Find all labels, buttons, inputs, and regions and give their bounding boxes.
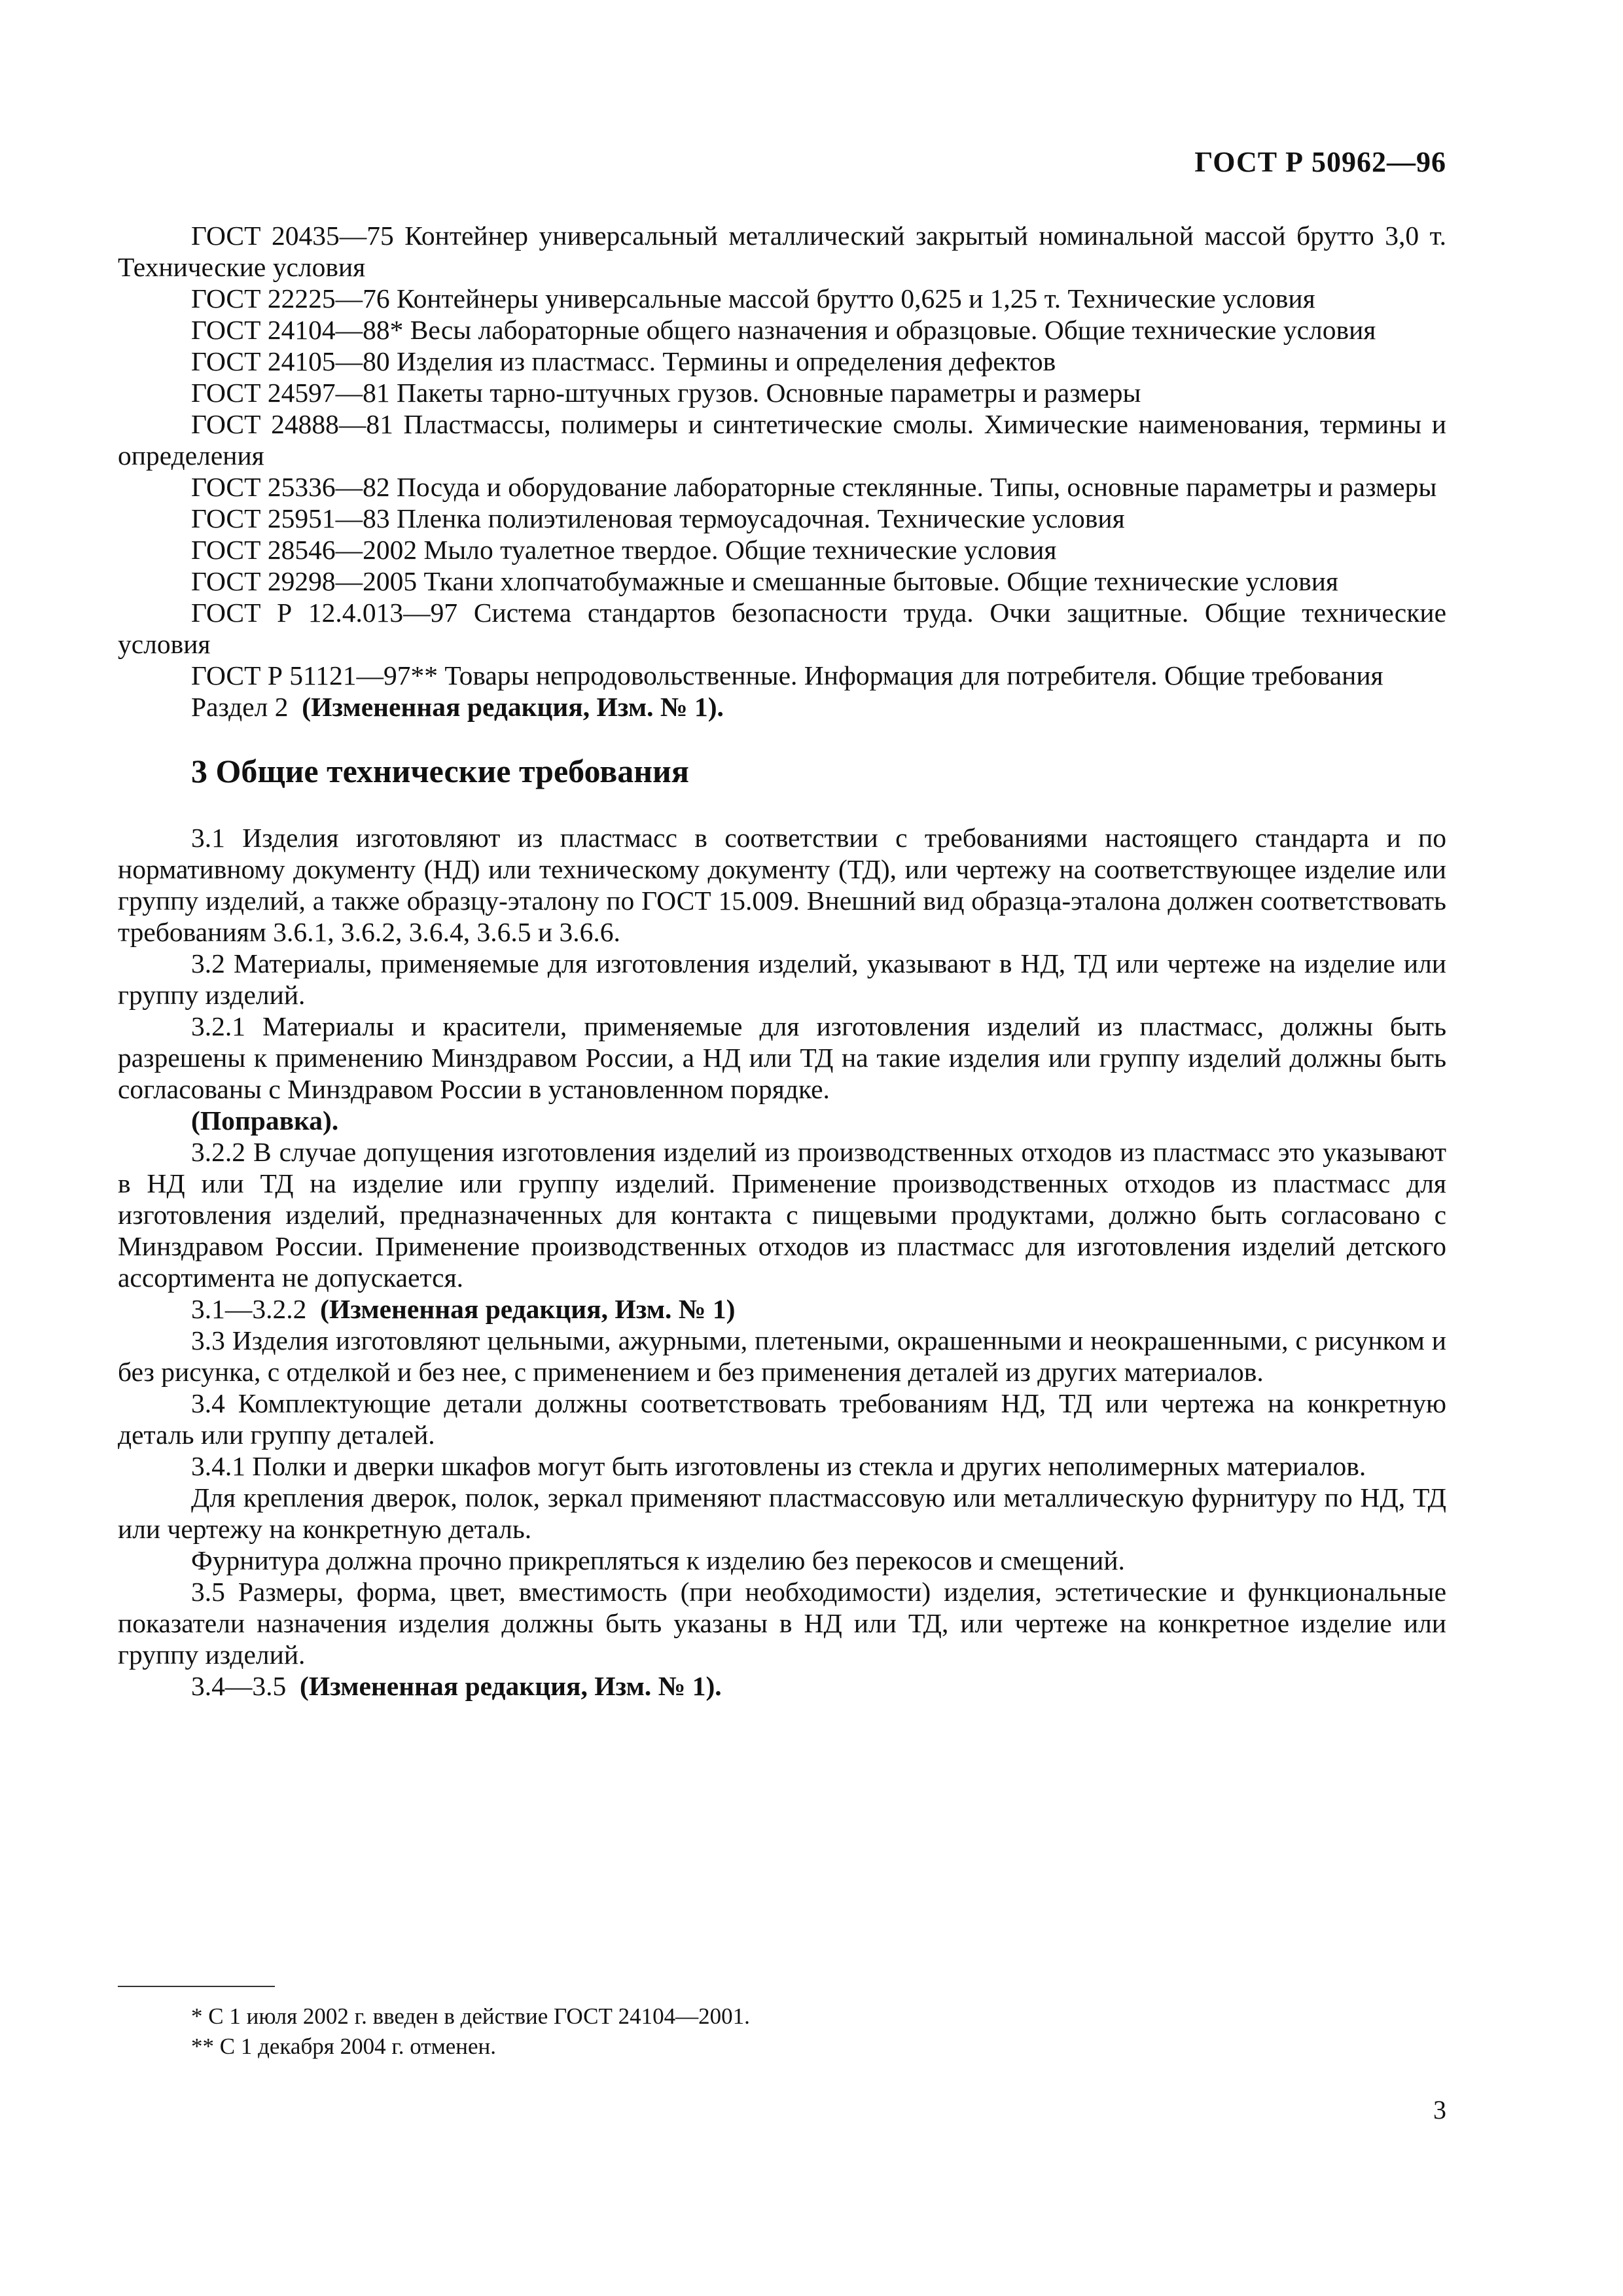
document-code-header: ГОСТ Р 50962—96 [1194,146,1446,178]
clause-3-2: 3.2 Материалы, применяемые для изготовления изделий, указывают в НД, ТД или чертеже на изделие или группу изделий. [118,948,1446,1010]
reference-item: ГОСТ 29298—2005 Ткани хлопчатобумажные и смешанные бытовые. Общие технические условия [191,566,1338,596]
clause-3-2-2: 3.2.2 В случае допущения изготовления изделий из производственных отходов из пластмасс это указывают в НД или ТД на изделие или группу изделий. Применение производственных отходов из пластмасс для изготовления изделий, предназначенных для контакта с пищевыми продуктами, должно быть согласовано с Минздравом России. Применение производственных отходов из пластмасс для изготовления изделий детского ассортимента не допускается. [118,1137,1446,1293]
footnote-item: ** С 1 декабря 2004 г. отменен. [191,2034,497,2059]
normative-references-list [118,220,1446,723]
amendment-note-3-4-3-5 [118,1670,1446,1702]
correction-note: (Поправка). [191,1105,339,1136]
reference-item: ГОСТ 25336—82 Посуда и оборудование лабораторные стеклянные. Типы, основные параметры и размеры [191,472,1437,502]
reference-item: ГОСТ 25951—83 Пленка полиэтиленовая термоусадочная. Технические условия [191,503,1125,533]
reference-item: ГОСТ 28546—2002 Мыло туалетное твердое. Общие технические условия [191,535,1057,565]
reference-item: ГОСТ 22225—76 Контейнеры универсальные массой брутто 0,625 и 1,25 т. Технические условия [191,283,1315,314]
clause-3-5: 3.5 Размеры, форма, цвет, вместимость (при необходимости) изделия, эстетические и функциональные показатели назначения изделия должны быть указаны в НД или ТД, или чертеже на конкретное изделие или группу изделий. [118,1577,1446,1670]
note-amendment: (Измененная редакция, Изм. № 1). [302,692,724,722]
page-body [118,220,1446,1702]
clause-3-3: 3.3 Изделия изготовляют цельными, ажурными, плетеными, окрашенными и неокрашенными, с рисунком и без рисунка, с отделкой и без нее, с применением и без применения деталей из других материалов. [118,1325,1446,1387]
footnotes [118,2001,1446,2062]
fastening-paragraph: Для крепления дверок, полок, зеркал применяют пластмассовую или металлическую фурнитуру по НД, ТД или чертежу на конкретную деталь. [118,1482,1446,1544]
fittings-paragraph: Фурнитура должна прочно прикрепляться к изделию без перекосов и смещений. [191,1545,1125,1575]
clause-3-2-1: 3.2.1 Материалы и красители, применяемые для изготовления изделий из пластмасс, должны быть разрешены к применению Минздравом России, а НД или ТД на такие изделия или группу изделий должны быть согласованы с Минздравом России в установленном порядке. [118,1011,1446,1104]
clause-3-4-1: 3.4.1 Полки и дверки шкафов могут быть изготовлены из стекла и других неполимерных материалов. [191,1451,1366,1481]
section-3-title: 3 Общие технические требования [191,753,689,789]
amendment-note-3-1-3-2-2 [118,1293,1446,1325]
note-amendment: (Измененная редакция, Изм. № 1) [320,1294,736,1324]
note-prefix: Раздел 2 [191,692,289,722]
reference-item: ГОСТ 24105—80 Изделия из пластмасс. Термины и определения дефектов [191,346,1056,376]
section-2-amendment-note [118,691,1446,723]
clause-3-4: 3.4 Комплектующие детали должны соответствовать требованиям НД, ТД или чертежа на конкретную деталь или группу деталей. [118,1388,1446,1450]
footnote-separator [118,1986,275,1987]
note-prefix: 3.1—3.2.2 [191,1294,307,1324]
note-amendment: (Измененная редакция, Изм. № 1). [300,1671,722,1701]
reference-item: ГОСТ 24888—81 Пластмассы, полимеры и синтетические смолы. Химические наименования, термины и определения [118,409,1446,471]
reference-item: ГОСТ 24104—88* Весы лабораторные общего назначения и образцовые. Общие технические условия [191,315,1376,345]
reference-item: ГОСТ 20435—75 Контейнер универсальный металлический закрытый номинальной массой брутто 3,0 т. Технические условия [118,221,1446,282]
reference-item: ГОСТ Р 51121—97** Товары непродовольственные. Информация для потребителя. Общие требования [191,660,1383,691]
footnote-item: * С 1 июля 2002 г. введен в действие ГОСТ 24104—2001. [191,2003,750,2029]
clause-3-1: 3.1 Изделия изготовляют из пластмасс в соответствии с требованиями настоящего стандарта и по нормативному документу (НД) или техническому документу (ТД), или чертежу на соответствующее изделие или группу изделий, а также образцу-эталону по ГОСТ 15.009. Внешний вид образца-эталона должен соответствовать требованиям 3.6.1, 3.6.2, 3.6.4, 3.6.5 и 3.6.6. [118,823,1446,947]
reference-item: ГОСТ Р 12.4.013—97 Система стандартов безопасности труда. Очки защитные. Общие технические условия [118,598,1446,659]
note-prefix: 3.4—3.5 [191,1671,287,1701]
reference-item: ГОСТ 24597—81 Пакеты тарно-штучных грузов. Основные параметры и размеры [191,378,1141,408]
page-number: 3 [1433,2095,1446,2125]
